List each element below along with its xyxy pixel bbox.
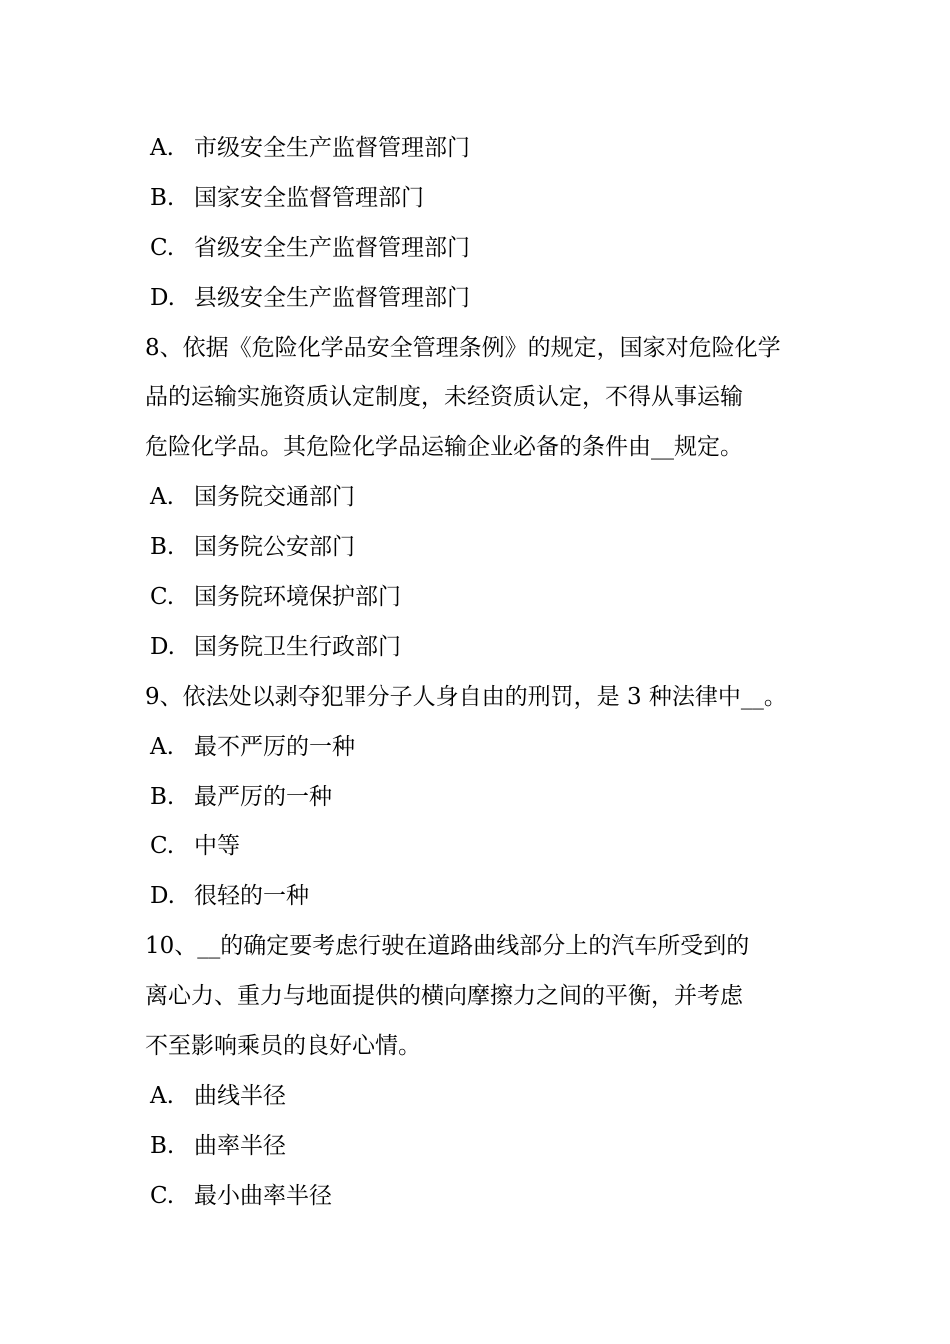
q8-option-c [145, 573, 825, 623]
option-letter: C. [150, 1182, 175, 1209]
option-text: 曲线半径 [194, 1082, 286, 1109]
option-letter: C. [150, 234, 175, 261]
q10-stem-line-3: 不至影响乘员的良好心情。 [145, 1033, 421, 1060]
option-text: 曲率半径 [194, 1132, 286, 1159]
option-text: 省级安全生产监督管理部门 [194, 234, 470, 261]
q10-stem-line-1: 10、__的确定要考虑行驶在道路曲线部分上的汽车所受到的 [145, 933, 750, 960]
q9-option-c [145, 822, 825, 872]
option-text: 很轻的一种 [194, 883, 309, 910]
option-letter: A. [150, 733, 174, 760]
option-letter: D. [150, 883, 175, 910]
option-text: 最不严厉的一种 [194, 733, 355, 760]
option-text: 国务院交通部门 [194, 484, 355, 511]
q7-option-a [145, 124, 825, 174]
option-letter: A. [150, 484, 174, 511]
option-text: 国家安全监督管理部门 [194, 184, 424, 211]
option-text: 最小曲率半径 [194, 1182, 332, 1209]
document-content [145, 124, 825, 1222]
q8-option-a [145, 473, 825, 523]
option-letter: B. [150, 534, 175, 561]
q9-option-d [145, 872, 825, 922]
option-letter: B. [150, 783, 175, 810]
option-text: 国务院环境保护部门 [194, 584, 401, 611]
option-text: 县级安全生产监督管理部门 [194, 284, 470, 311]
q8-option-d [145, 623, 825, 673]
q8-stem-line-3: 危险化学品。其危险化学品运输企业必备的条件由__规定。 [145, 434, 743, 461]
option-letter: C. [150, 833, 175, 860]
q10-option-b [145, 1122, 825, 1172]
option-letter: B. [150, 184, 175, 211]
q10-stem-line-2: 离心力、重力与地面提供的横向摩擦力之间的平衡，并考虑 [145, 983, 743, 1010]
option-text: 国务院公安部门 [194, 534, 355, 561]
option-text: 国务院卫生行政部门 [194, 633, 401, 660]
option-letter: B. [150, 1132, 175, 1159]
q10-option-a [145, 1072, 825, 1122]
q7-option-c [145, 224, 825, 274]
q8-option-b [145, 523, 825, 573]
option-text: 市级安全生产监督管理部门 [194, 135, 470, 161]
option-letter: A. [150, 135, 174, 161]
q7-option-d [145, 274, 825, 324]
q9-stem-line-1: 9、依法处以剥夺犯罪分子人身自由的刑罚，是 3 种法律中__。 [145, 683, 787, 710]
q8-stem-line-2: 品的运输实施资质认定制度，未经资质认定，不得从事运输 [145, 384, 743, 411]
q10-option-c [145, 1172, 825, 1222]
option-letter: D. [150, 633, 175, 660]
q9-option-b [145, 773, 825, 823]
option-text: 中等 [194, 833, 240, 860]
q9-option-a [145, 723, 825, 773]
option-letter: A. [150, 1082, 174, 1109]
option-text: 最严厉的一种 [194, 783, 332, 810]
q8-stem-line-1: 8、依据《危险化学品安全管理条例》的规定，国家对危险化学 [145, 334, 781, 361]
option-letter: D. [150, 284, 175, 311]
option-letter: C. [150, 584, 175, 611]
q7-option-b [145, 174, 825, 224]
